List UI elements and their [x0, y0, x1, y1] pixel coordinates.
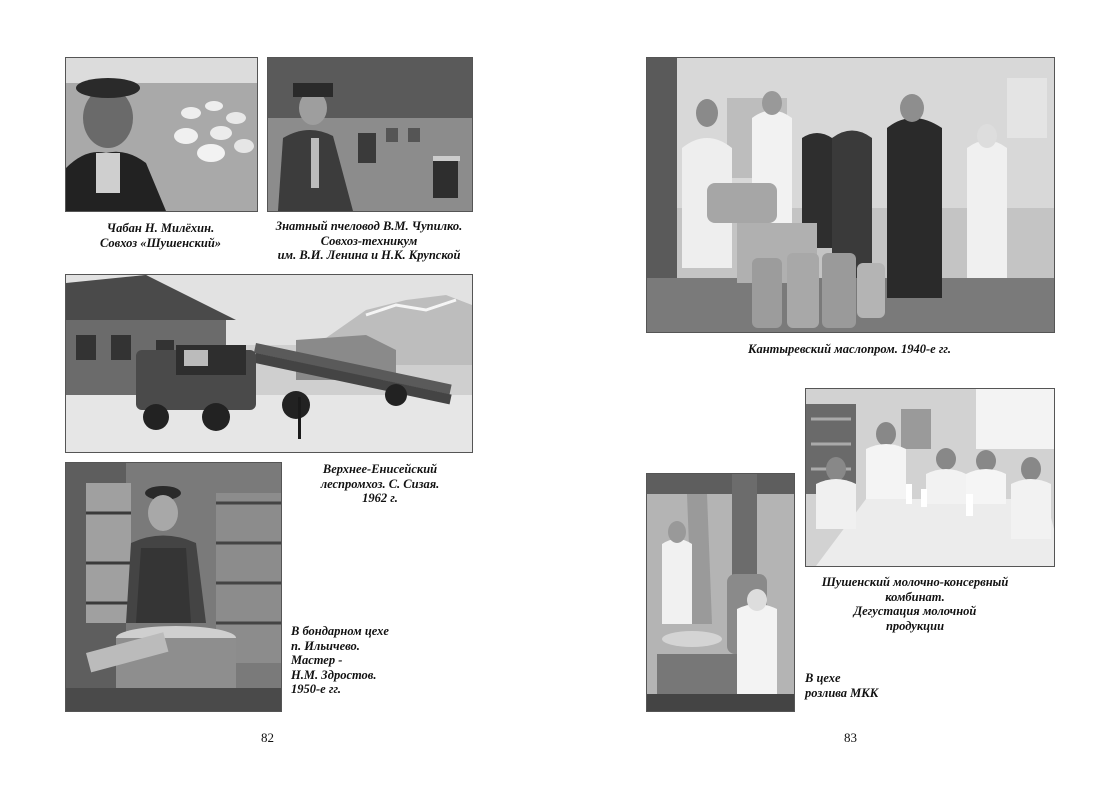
photo-cooper: [65, 462, 282, 712]
photo-timber-truck: [65, 274, 473, 453]
caption-timber: Верхнее-Енисейский леспромхоз. С. Сизая. 1962 г.: [320, 462, 440, 505]
page-number-right: 83: [844, 730, 857, 745]
photo-beekeeper: [267, 57, 473, 212]
caption-cooper: В бондарном цехе п. Ильичево. Мастер - Н.М. Здростов. 1950-е гг.: [291, 624, 389, 696]
photo-shepherd: [65, 57, 258, 212]
photo-bottling: [646, 473, 795, 712]
page-number-left: 82: [261, 730, 274, 745]
caption-dairy-tasting: Шушенский молочно-консервный комбинат. Дегустация молочной продукции: [821, 575, 1009, 633]
caption-beekeeper: Знатный пчеловод В.М. Чупилко. Совхоз-техникум им. В.И. Ленина и Н.К. Крупской: [275, 219, 463, 262]
photo-dairy-tasting: [805, 388, 1055, 567]
photo-creamery: [646, 57, 1055, 333]
caption-bottling: В цехе розлива МКК: [805, 671, 879, 700]
caption-creamery: Кантыревский маслопром. 1940-е гг.: [747, 342, 952, 356]
caption-shepherd: Чабан Н. Милёхин. Совхоз «Шушенский»: [99, 221, 222, 250]
